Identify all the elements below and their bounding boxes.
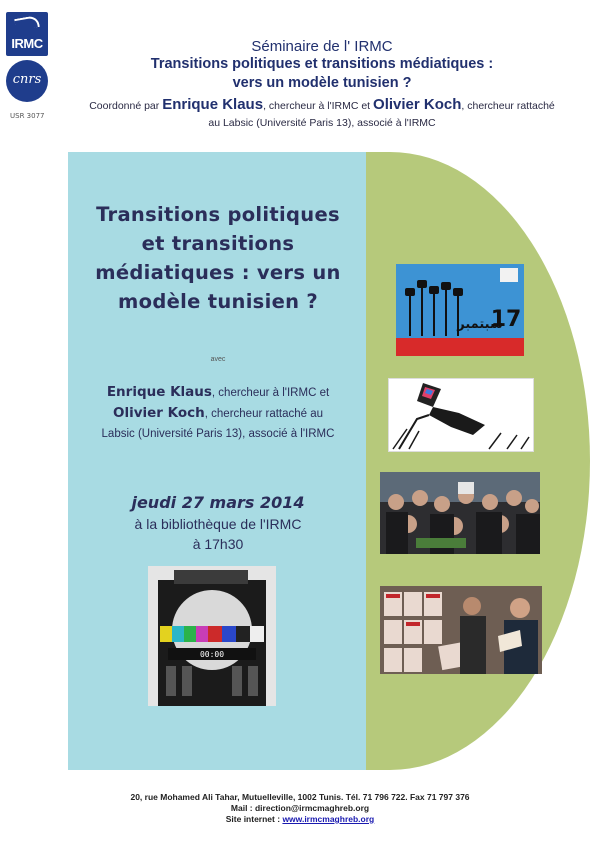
seminar-title-line1: Transitions politiques et transitions médiatiques : [150, 56, 494, 72]
cnrs-logo-text: cnrs [12, 72, 42, 87]
building-display-text: 00:00 [199, 650, 225, 659]
coord-line-2: au Labsic (Université Paris 13), associé à l'IRMC [208, 117, 436, 129]
green-panel [366, 152, 590, 770]
panel-title-line3: médiatiques : vers un [95, 261, 341, 284]
irmc-logo-mark [14, 15, 40, 31]
speaker-2-name: Olivier Koch [112, 405, 205, 421]
strike-poster-photo [396, 264, 524, 356]
coord-mid: , chercheur à l'IRMC et [263, 100, 371, 112]
event-place: à la bibliothèque de l'IRMC [134, 516, 302, 532]
usr-label: USR 3077 [10, 112, 45, 120]
poster-number: 17 [490, 307, 522, 332]
coordination-line [62, 96, 582, 132]
coord-prefix: Coordonné par [89, 100, 160, 112]
footer-address: 20, rue Mohamed Ali Tahar, Mutuelleville, 1002 Tunis. Tél. 71 796 722. Fax 71 797 376 [130, 792, 470, 802]
seminar-heading: Séminaire de l' IRMC [251, 38, 393, 55]
footer-site [40, 814, 560, 825]
footer-mail: Mail : direction@irmcmaghreb.org [230, 803, 370, 813]
poster-arabic-text: سبتمبر [457, 317, 503, 332]
coord-suffix: , chercheur rattaché [461, 100, 555, 112]
event-time: à 17h30 [192, 536, 244, 552]
cartoon-photo [388, 378, 534, 452]
speaker-2-role-2: Labsic (Université Paris 13), associé à l'IRMC [101, 428, 335, 440]
seminar-title-line2: vers un modèle tunisien ? [232, 75, 412, 91]
avec-label: avec [210, 356, 226, 363]
panel-title [78, 200, 358, 316]
kiosk-illustration [380, 586, 542, 674]
building-photo [148, 566, 276, 706]
speaker-1-name: Enrique Klaus [106, 384, 212, 400]
speakers-block [80, 382, 356, 444]
irmc-logo-text: IRMC [11, 36, 43, 51]
speaker-2-role: , chercheur rattaché au [204, 408, 324, 420]
newspaper-kiosk-photo [380, 586, 542, 674]
crowd-photo [380, 472, 540, 554]
poster-illustration [396, 264, 524, 356]
event-date: jeudi 27 mars 2014 [131, 493, 305, 512]
irmc-logo [6, 12, 48, 56]
crowd-illustration [380, 472, 540, 554]
cnrs-logo [6, 60, 48, 102]
cartoon-illustration [389, 379, 533, 451]
coord-name-2: Olivier Koch [373, 96, 462, 113]
seminar-title [62, 55, 582, 93]
panel-title-line1: Transitions politiques [96, 203, 340, 226]
panel-title-line2: et transitions [141, 232, 295, 255]
speaker-1-role: , chercheur à l'IRMC et [211, 387, 330, 399]
coord-name-1: Enrique Klaus [162, 96, 264, 113]
building-illustration [148, 566, 276, 706]
footer-site-label: Site internet : [225, 814, 281, 824]
event-place-time [78, 514, 358, 554]
footer-site-link[interactable]: www.irmcmaghreb.org [282, 814, 375, 824]
panel-title-line4: modèle tunisien ? [118, 290, 318, 313]
